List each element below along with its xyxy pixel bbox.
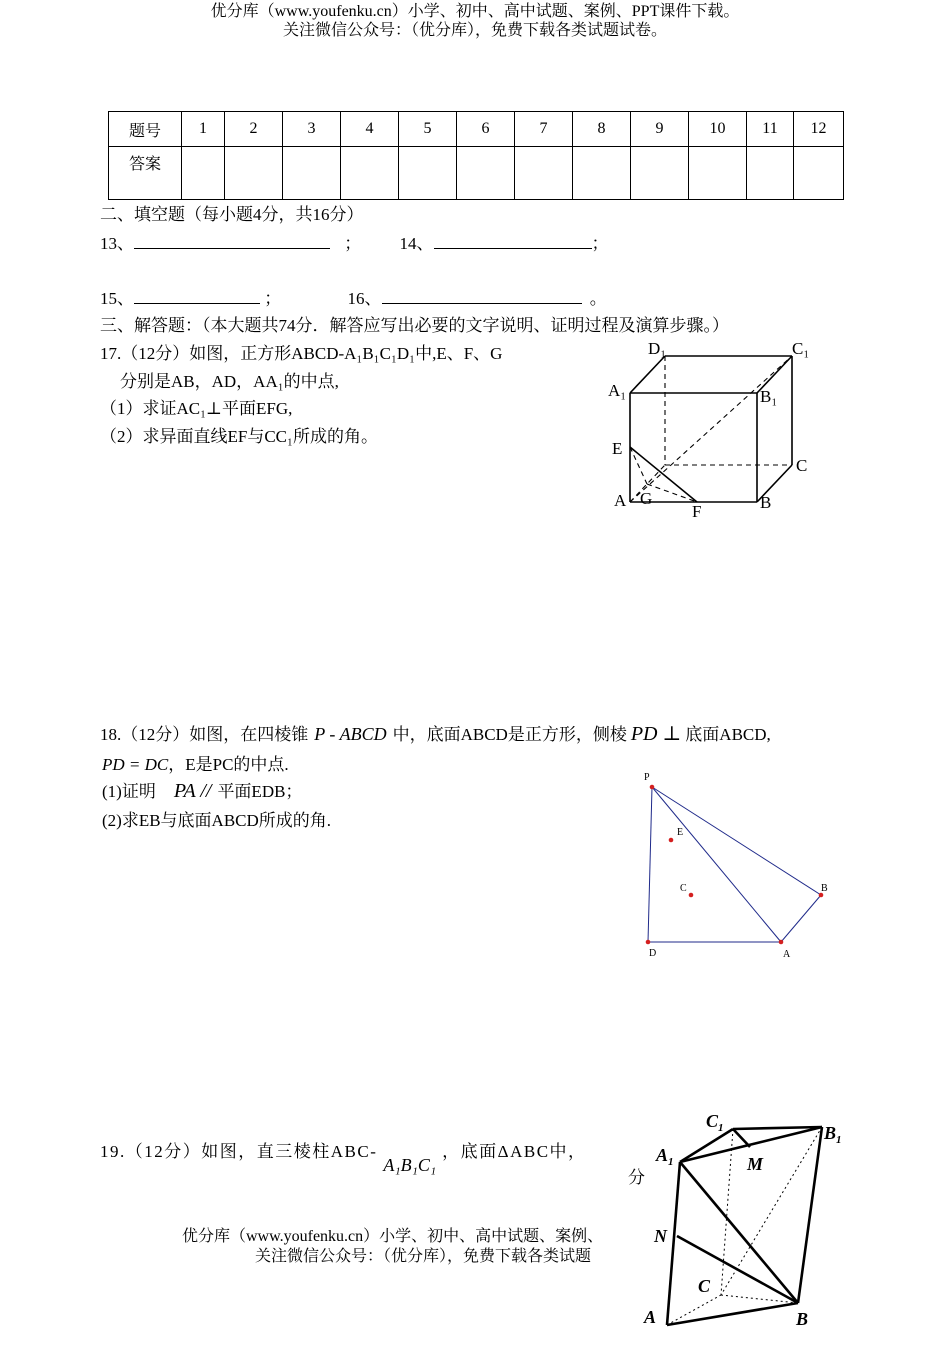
label-a: A <box>614 491 627 510</box>
answer-cell[interactable] <box>631 147 689 200</box>
answer-table <box>108 111 844 200</box>
label-g: G <box>640 489 653 508</box>
q18-text-midpoint: ，E是PC的中点. <box>168 755 289 774</box>
q19-text-c: ，底面ΔABC中， <box>442 1142 587 1161</box>
q17-line-2: 分别是AB，AD，AA₁的中点, <box>120 372 339 391</box>
label-a1: A₁ <box>608 381 627 400</box>
label-c: C <box>796 456 808 475</box>
point-d <box>646 940 651 945</box>
q15-label: 15、 <box>100 289 134 308</box>
table-label-number: 题号 <box>109 112 182 147</box>
answer-cell[interactable] <box>399 147 457 200</box>
label-m: M <box>747 1154 764 1174</box>
table-cell-number: 12 <box>794 112 844 147</box>
edge-a1c1 <box>680 1129 733 1162</box>
label-e: E <box>612 439 623 458</box>
q17-line-1: 17.（12分）如图，正方形ABCD-A₁B₁C₁D₁中,E、F、G <box>100 344 503 363</box>
q13-label: 13、 <box>100 234 134 253</box>
q17-line-3: （1）求证AC₁⊥平面EFG, <box>100 399 293 418</box>
table-cell-number: 11 <box>747 112 794 147</box>
table-label-answer: 答案 <box>109 147 182 200</box>
table-cell-number: 10 <box>689 112 747 147</box>
point-p <box>650 785 655 790</box>
point-e <box>669 838 674 843</box>
edge-ab <box>667 1303 798 1325</box>
label-d1: D₁ <box>648 339 667 358</box>
q18-plane-edb: 平面EDB； <box>217 782 303 801</box>
label-f: F <box>692 502 702 521</box>
q18-text-a: 18.（12分）如图，在四棱锥 <box>100 725 309 744</box>
answer-cell[interactable] <box>573 147 631 200</box>
fill-row-2 <box>100 284 607 309</box>
segment-gf <box>647 484 697 502</box>
edge-pd <box>648 787 652 942</box>
q15-blank[interactable] <box>134 289 260 304</box>
edge-pb <box>652 787 821 895</box>
label-c1: C₁ <box>792 339 810 358</box>
segment-c1m <box>733 1129 750 1147</box>
q18-line-4: (2)求EB与底面ABCD所成的角. <box>102 811 332 830</box>
q18-math-pa-parallel: PA // <box>173 780 212 802</box>
label-c: C <box>698 1276 711 1296</box>
table-cell-number: 7 <box>515 112 573 147</box>
q18-text-e: 底面ABCD, <box>685 725 771 744</box>
edge-a1d1 <box>630 356 665 393</box>
answer-cell[interactable] <box>182 147 225 200</box>
q18-text-c: 中，底面ABCD是正方形，侧棱 <box>392 725 627 744</box>
q18-math-pabcd: P - ABCD <box>314 724 387 744</box>
q18-line-2 <box>102 750 289 775</box>
table-cell-number: 8 <box>573 112 631 147</box>
table-cell-number: 9 <box>631 112 689 147</box>
answer-cell[interactable] <box>225 147 283 200</box>
q14-label: 14、 <box>399 234 434 253</box>
table-cell-number: 5 <box>399 112 457 147</box>
q16-period: 。 <box>589 289 607 308</box>
q13-semicolon: ； <box>344 234 362 253</box>
table-cell-number: 6 <box>457 112 515 147</box>
answer-cell[interactable] <box>689 147 747 200</box>
footer-line-2: 关注微信公众号：（优分库），免费下载各类试题 <box>255 1248 592 1265</box>
q18-line-1 <box>100 720 771 746</box>
edge-b1b <box>798 1127 822 1303</box>
footer-line-1: 优分库（www.youfenku.cn）小学、初中、高中试题、案例、 <box>182 1228 604 1245</box>
fill-row-1 <box>100 229 609 254</box>
answer-cell[interactable] <box>747 147 794 200</box>
section-3-title: 三、解答题：（本大题共74分．解答应写出必要的文字说明、证明过程及演算步骤。） <box>100 316 729 335</box>
diagonal-ac1 <box>630 356 792 502</box>
edge-pa <box>652 787 781 942</box>
label-b: B <box>760 493 772 512</box>
section-2-title: 二、填空题（每小题4分，共16分） <box>100 205 364 224</box>
table-cell-number: 1 <box>182 112 225 147</box>
label-n: N <box>654 1226 667 1246</box>
q18-line-3 <box>102 777 302 803</box>
label-b: B <box>821 883 828 894</box>
segment-nb <box>677 1236 798 1303</box>
q16-label: 16、 <box>347 289 382 308</box>
label-c1: $C_1$ <box>706 1111 724 1134</box>
q19-line-1 <box>100 1137 587 1175</box>
answer-cell[interactable] <box>515 147 573 200</box>
q16-blank[interactable] <box>382 289 582 304</box>
answer-cell[interactable] <box>457 147 515 200</box>
point-c <box>689 893 694 898</box>
q18-math-pd-perp: PD ⊥ <box>630 723 682 745</box>
label-e: E <box>677 827 684 838</box>
q13-blank[interactable] <box>134 234 330 249</box>
table-cell-number: 2 <box>225 112 283 147</box>
q19-math-a1b1c1: A₁B₁C₁ <box>383 1155 437 1175</box>
edge-ab <box>781 895 821 942</box>
q18-math-pd-eq-dc: PD = DC <box>102 755 169 774</box>
q17-line-4: （2）求异面直线EF与CC₁所成的角。 <box>100 427 378 446</box>
table-cell-number: 3 <box>283 112 341 147</box>
q19-cut-fragment: 分 <box>628 1168 645 1187</box>
answer-cell[interactable] <box>341 147 399 200</box>
label-a: A <box>783 949 791 960</box>
answer-cell[interactable] <box>794 147 844 200</box>
pyramid-figure <box>630 768 840 963</box>
prism-figure <box>636 1105 850 1345</box>
edge-c1b1 <box>733 1127 822 1129</box>
header-line-1: 优分库（www.youfenku.cn）小学、初中、高中试题、案例、PPT课件下载。 <box>210 3 740 20</box>
edge-a1a <box>667 1162 680 1325</box>
q18-prove-label: (1)证明 <box>102 782 156 801</box>
label-d: D <box>649 948 657 959</box>
answer-cell[interactable] <box>283 147 341 200</box>
q14-semicolon: ； <box>591 234 609 253</box>
q15-semicolon: ； <box>264 289 282 308</box>
cube-figure <box>600 335 820 525</box>
label-a: A <box>644 1307 657 1327</box>
label-b1: B₁ <box>760 387 778 406</box>
label-b: B <box>796 1309 809 1329</box>
point-a <box>779 940 784 945</box>
segment-eg <box>630 447 647 484</box>
table-cell-number: 4 <box>341 112 399 147</box>
label-b1: $B_1$ <box>824 1123 842 1146</box>
q19-text-a: 19.（12分）如图，直三棱柱ABC- <box>100 1142 378 1161</box>
header-line-2: 关注微信公众号：（优分库），免费下载各类试题试卷。 <box>282 22 667 39</box>
label-c: C <box>680 883 687 894</box>
label-a1: $A_1$ <box>656 1145 674 1168</box>
label-p: P <box>644 772 650 783</box>
q14-blank[interactable] <box>434 234 592 249</box>
